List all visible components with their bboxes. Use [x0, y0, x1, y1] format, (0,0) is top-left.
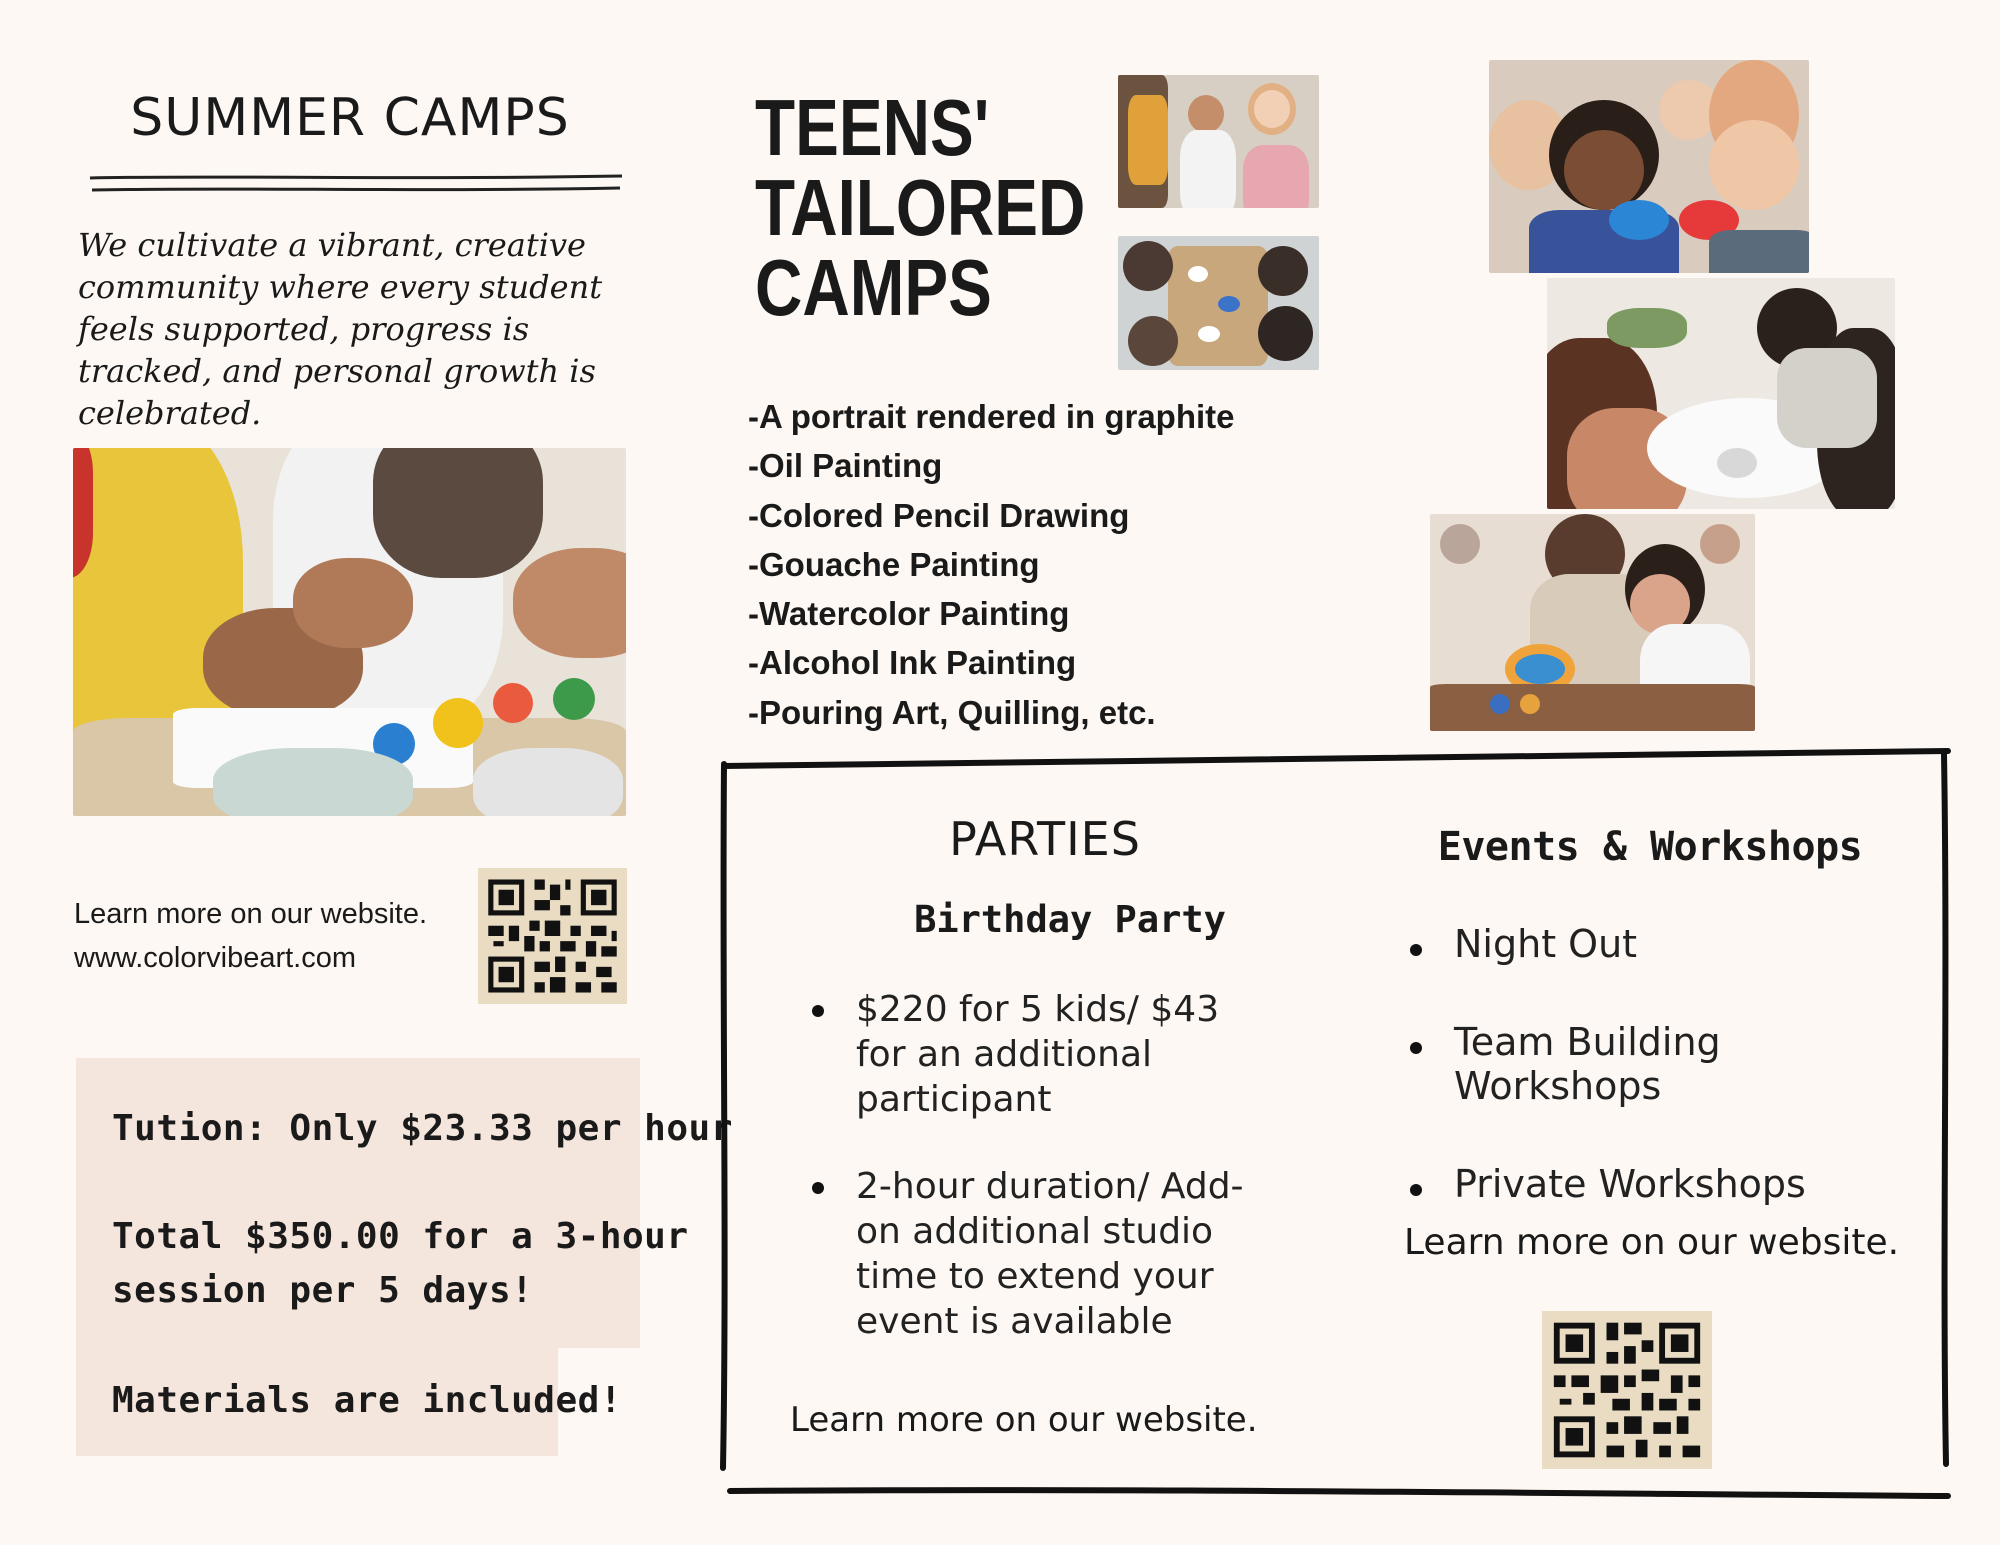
- website-link[interactable]: www.colorvibeart.com: [74, 942, 357, 974]
- tuition-hourly: Tution: Only $23.33 per hour: [112, 1108, 733, 1149]
- teens-title-line3: CAMPS: [755, 243, 992, 332]
- events-learn-more: Learn more on our website.: [1404, 1222, 1900, 1263]
- teens-title-line2: TAILORED: [755, 163, 1086, 252]
- course-item: -A portrait rendered in graphite: [748, 398, 1235, 435]
- overhead-table-photo: [1118, 236, 1319, 370]
- parties-learn-more: Learn more on our website.: [790, 1400, 1258, 1440]
- summer-camps-title: SUMMER CAMPS: [130, 88, 570, 148]
- course-item: -Alcohol Ink Painting: [748, 644, 1077, 682]
- qr-code-icon[interactable]: [1542, 1311, 1712, 1469]
- course-item: -Watercolor Painting: [748, 595, 1070, 633]
- adults-pottery-photo: [1547, 278, 1895, 509]
- qr-code-icon[interactable]: [478, 868, 627, 1004]
- course-item: -Oil Painting: [748, 447, 943, 485]
- birthday-party-subtitle: Birthday Party: [914, 898, 1226, 941]
- tuition-materials: Materials are included!: [112, 1380, 622, 1421]
- bullet-dot-icon: [812, 1005, 824, 1017]
- bullet-dot-icon: [812, 1182, 824, 1194]
- bullet-dot-icon: [1410, 944, 1422, 956]
- course-list: [748, 392, 1308, 737]
- list-item: Night Out: [1410, 922, 1910, 966]
- summer-camps-description: We cultivate a vibrant, creative community where every student feels supported, progress is tracked, and personal growth is celebrated.: [78, 226, 603, 432]
- tuition-total-line2: session per 5 days!: [112, 1270, 534, 1311]
- list-item: 2-hour duration/ Add-on additional studio time to extend your event is available: [812, 1164, 1252, 1344]
- teens-title-line1: TEENS': [755, 83, 990, 172]
- list-item: Team Building Workshops: [1410, 1020, 1910, 1108]
- title-underline: [88, 173, 624, 195]
- tuition-total-line1: Total $350.00 for a 3-hour: [112, 1216, 689, 1257]
- parties-title: PARTIES: [949, 812, 1141, 866]
- couple-painting-photo: [1430, 514, 1755, 731]
- learn-more-text: Learn more on our website.: [74, 898, 428, 930]
- bullet-dot-icon: [1410, 1184, 1422, 1196]
- parties-list: [812, 987, 1252, 1386]
- course-item: -Pouring Art, Quilling, etc.: [748, 693, 1156, 731]
- teacher-student-photo: [1118, 75, 1319, 208]
- course-item: -Colored Pencil Drawing: [748, 496, 1130, 534]
- events-list: [1410, 922, 1910, 1260]
- list-item: Private Workshops: [1410, 1162, 1910, 1206]
- kids-painting-photo: [73, 448, 626, 816]
- party-kids-photo: [1489, 60, 1809, 273]
- list-item: $220 for 5 kids/ $43 for an additional participant: [812, 987, 1252, 1122]
- course-item: -Gouache Painting: [748, 545, 1040, 583]
- events-workshops-title: Events & Workshops: [1437, 824, 1863, 870]
- website-info: [74, 892, 474, 980]
- bullet-dot-icon: [1410, 1042, 1422, 1054]
- teens-camps-title: [755, 83, 1086, 332]
